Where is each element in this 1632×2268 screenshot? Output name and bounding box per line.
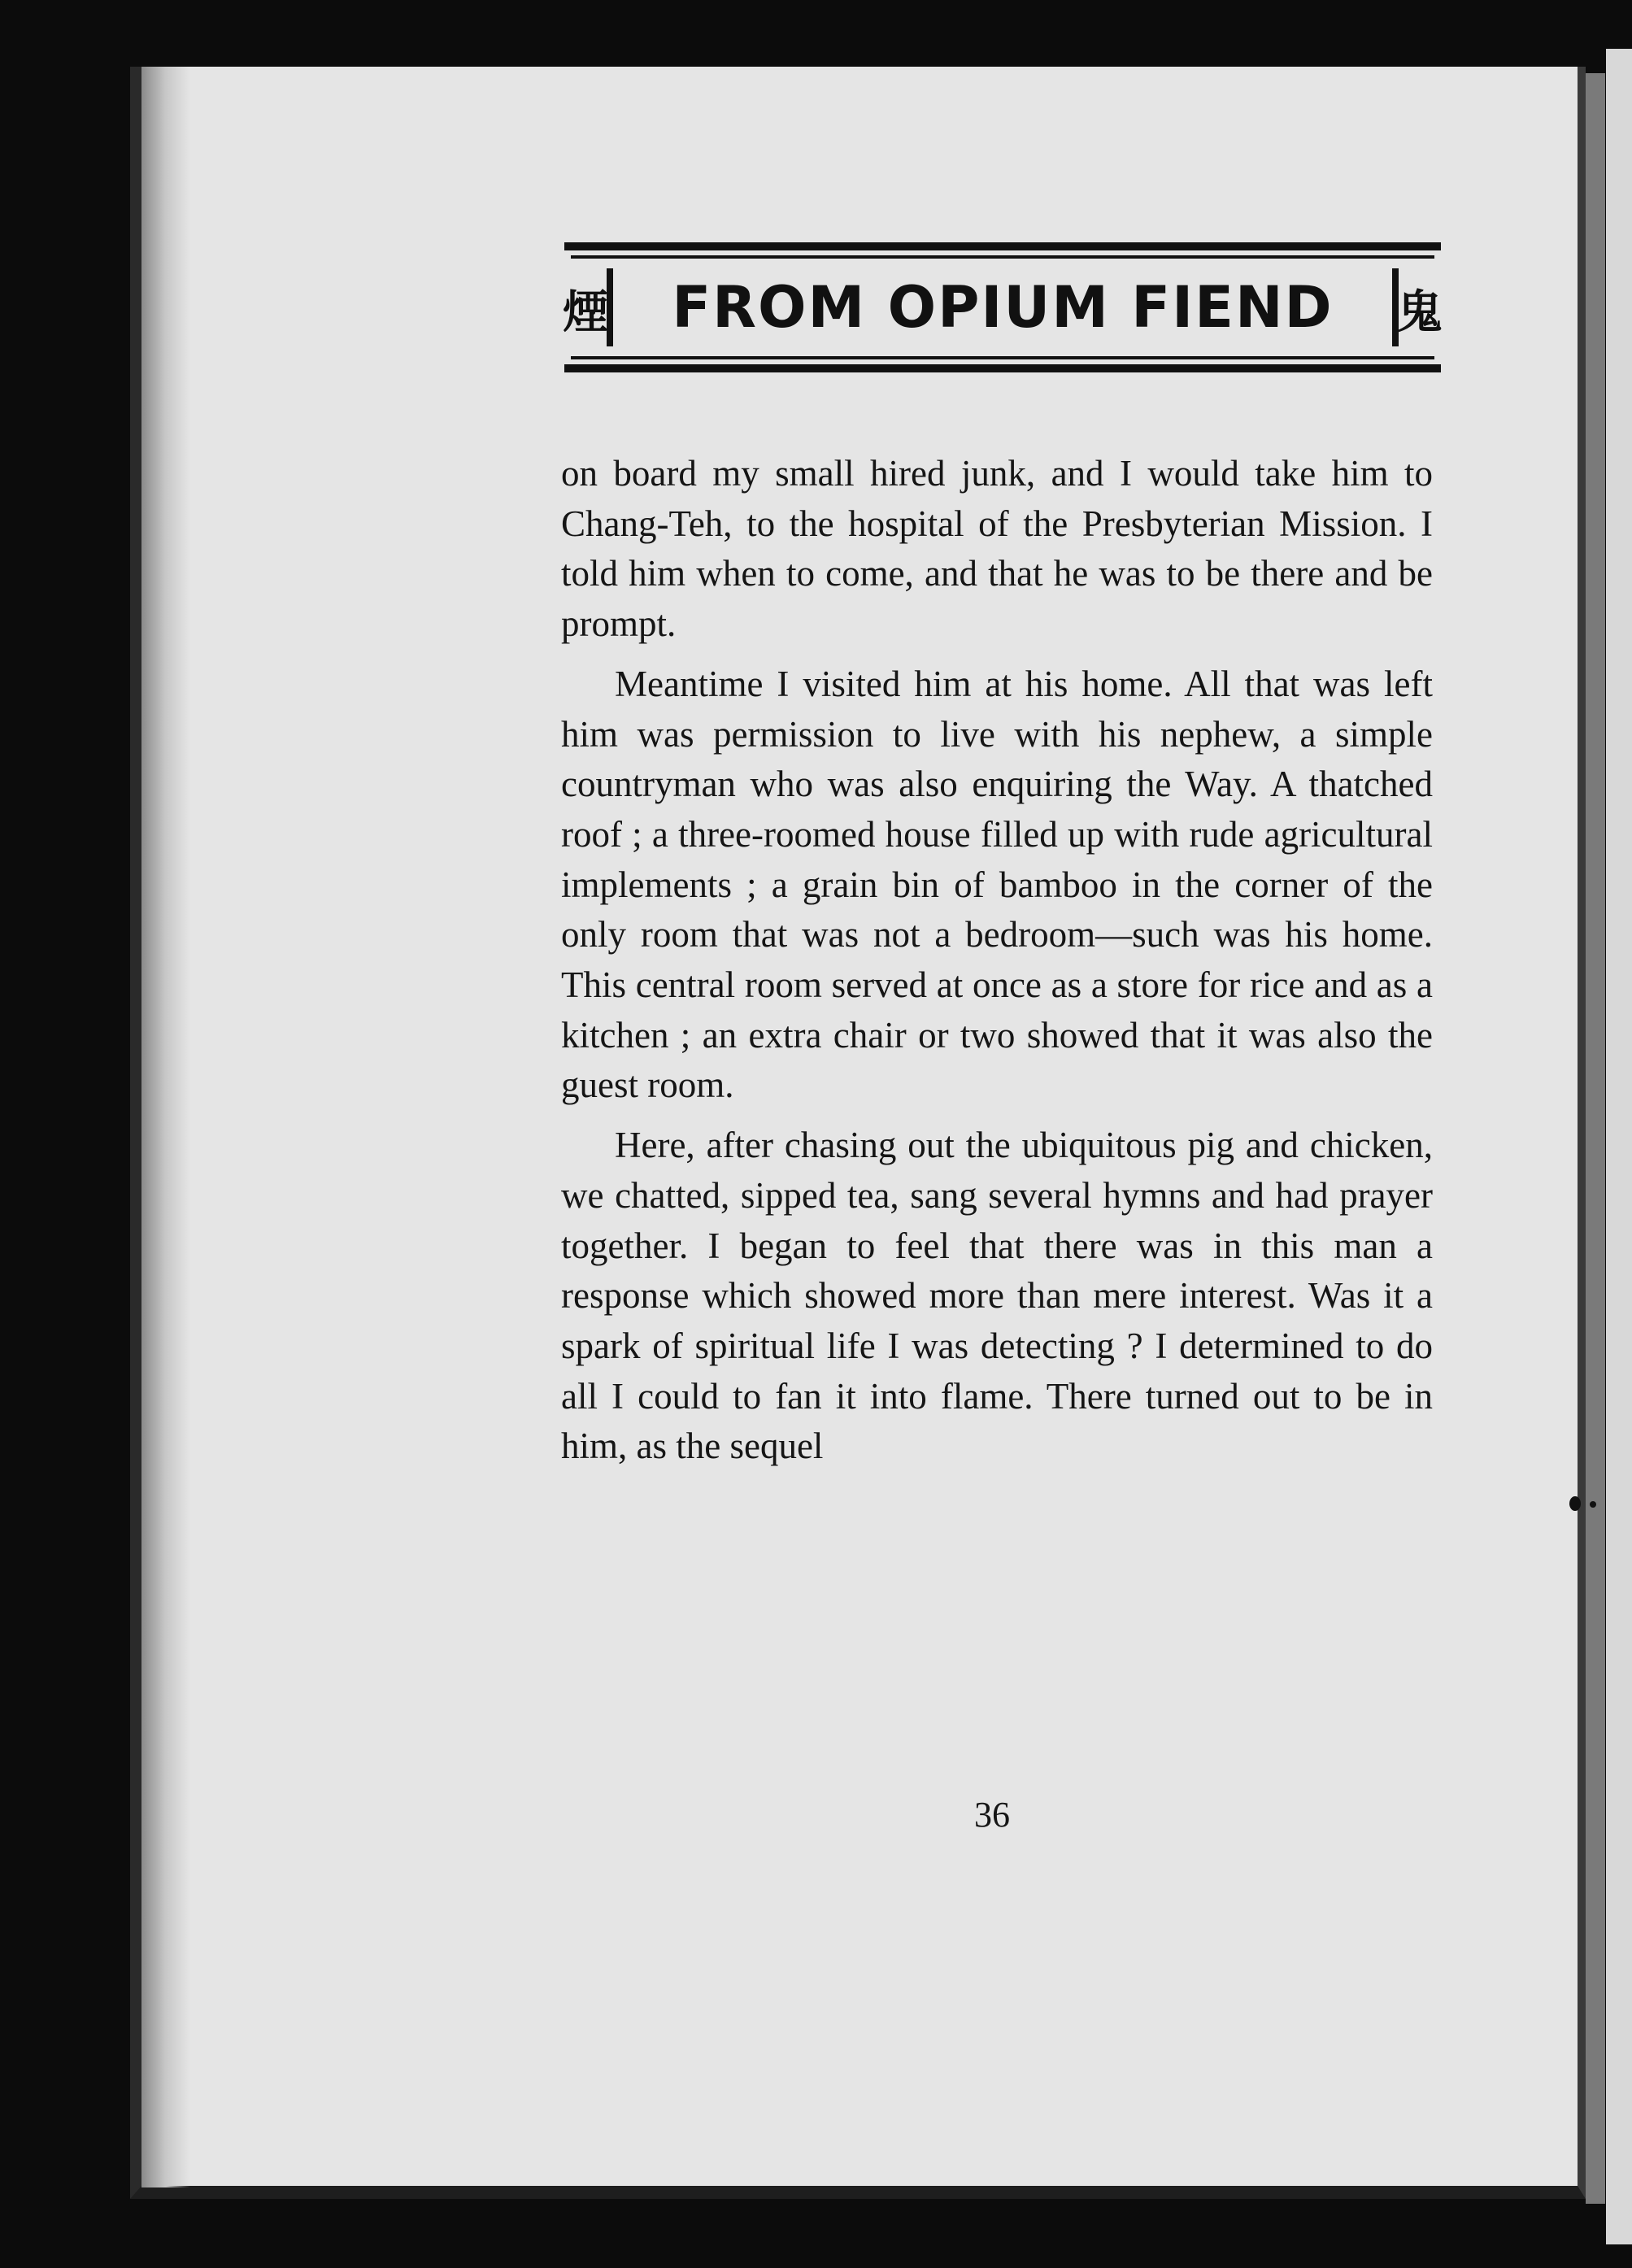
right-chinese-glyph: 鬼 [1397,286,1443,339]
left-chinese-glyph: 煙 [563,286,608,339]
banner-inner-frame [607,268,1399,346]
ink-speck [1569,1496,1581,1511]
next-page-edge [1606,49,1632,2244]
page-number: 36 [974,1795,1010,1835]
paragraph-3: Here, after chasing out the ubiquitous pig and chicken, we chatted, sipped tea, sang several hymns and had prayer together. I began to feel that there was in this man a response which showed more than mere interest. Was it a spark of spiritual life I was detecting ? I determined to do all I could to fan it into flame. There turned out to be in him, as the sequel [561,1125,1433,1467]
running-header-title: FROM OPIUM FIEND [672,274,1334,341]
body-text [561,449,1433,1472]
binding-shadow [141,67,190,2187]
paragraph-1: on board my small hired junk, and I would take him to Chang-Teh, to the hospital of the Presbyterian Mission. I told him when to come, and that he was to be there and be prompt. [561,453,1433,645]
ink-speck [1590,1501,1596,1508]
chapter-header-banner [564,242,1441,372]
paragraph-2: Meantime I visited him at his home. All that was left him was permission to live with his nephew, a simple countryman who was also enquiring the Way. A thatched roof ; a three-roomed house filled up with rude agricultural implements ; a grain bin of bamboo in the corner of the only room that was not a bedroom—such was his home. This central room served at once as a store for rice and as a kitchen ; an extra chair or two showed that it was also the guest room. [561,663,1433,1106]
page-right-edge [1586,73,1605,2204]
